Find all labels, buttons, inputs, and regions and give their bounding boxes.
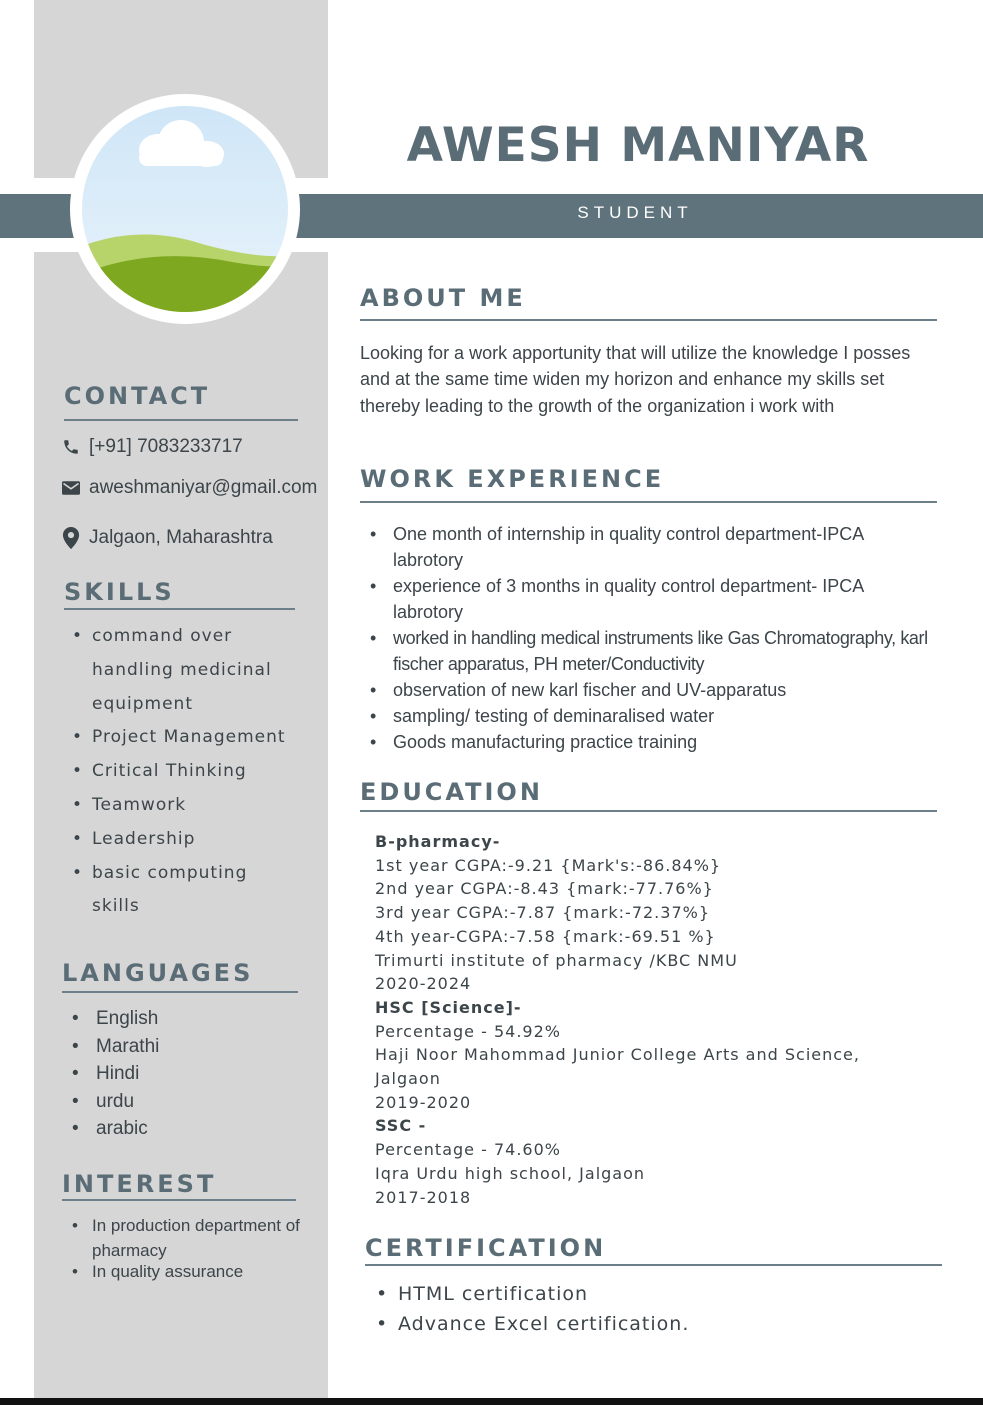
edu-ssc-institute: Iqra Urdu high school, Jalgaon bbox=[375, 1163, 646, 1183]
skill-item: • Critical Thinking bbox=[64, 755, 314, 789]
work-list bbox=[368, 521, 928, 755]
language-item: • English bbox=[66, 1005, 159, 1033]
language-item: • urdu bbox=[66, 1088, 159, 1116]
languages-heading: LANGUAGES bbox=[62, 959, 254, 987]
bottom-edge bbox=[0, 1398, 983, 1405]
location-pin-icon bbox=[62, 527, 80, 549]
languages-rule bbox=[62, 991, 298, 993]
contact-location bbox=[62, 527, 273, 549]
education-details bbox=[375, 830, 935, 1209]
language-item: • Marathi bbox=[66, 1033, 159, 1061]
languages-list bbox=[66, 1005, 159, 1143]
language-item: • arabic bbox=[66, 1115, 159, 1143]
about-rule bbox=[360, 319, 937, 321]
phone-icon bbox=[62, 438, 80, 456]
skill-item: • basic computing skills bbox=[64, 857, 252, 925]
email-icon bbox=[62, 481, 80, 495]
education-rule bbox=[360, 810, 937, 812]
contact-email bbox=[62, 477, 317, 499]
edu-hsc-years: 2019-2020 bbox=[375, 1092, 472, 1112]
phone-number: [+91] 7083233717 bbox=[89, 436, 243, 457]
edu-bpharm-year2: 2nd year CGPA:-8.43 {mark:-77.76%} bbox=[375, 879, 714, 899]
language-item: • Hindi bbox=[66, 1060, 159, 1088]
edu-ssc-percentage: Percentage - 74.60% bbox=[375, 1140, 561, 1160]
skill-item: • command over handling medicinal equipment bbox=[64, 620, 272, 721]
skills-list bbox=[64, 620, 314, 924]
about-text: Looking for a work apportunity that will utilize the knowledge I posses and at the same time widen my horizon and enhance my skills set thereby leading to the growth of the organization i work with bbox=[360, 343, 911, 416]
candidate-role: STUDENT bbox=[577, 203, 693, 222]
edu-ssc-years: 2017-2018 bbox=[375, 1187, 472, 1207]
work-rule bbox=[360, 501, 937, 503]
contact-phone bbox=[62, 436, 243, 458]
interest-heading: INTEREST bbox=[62, 1170, 217, 1198]
about-heading: ABOUT ME bbox=[360, 284, 526, 312]
edu-bpharm-years: 2020-2024 bbox=[375, 974, 472, 994]
email-address: aweshmaniyar@gmail.com bbox=[89, 477, 318, 498]
landscape-picture bbox=[82, 106, 288, 312]
work-item: • observation of new karl fischer and UV-apparatus bbox=[368, 677, 928, 703]
work-item: • One month of internship in quality control department-IPCA labrotory bbox=[368, 521, 928, 573]
contact-heading: CONTACT bbox=[64, 382, 211, 410]
edu-bpharm-year4: 4th year-CGPA:-7.58 {mark:-69.51 %} bbox=[375, 926, 716, 946]
certification-list bbox=[375, 1279, 689, 1339]
interest-item: • In quality assurance bbox=[70, 1263, 320, 1281]
edu-hsc-heading: HSC [Science]- bbox=[375, 997, 522, 1017]
skill-item: • Project Management bbox=[64, 721, 314, 755]
work-item: • worked in handling medical instruments like Gas Chromatography, karl fischer apparatus, PH meter/Conductivity bbox=[368, 625, 928, 677]
edu-bpharm-heading: B-pharmacy- bbox=[375, 832, 501, 851]
edu-bpharm-year1: 1st year CGPA:-9.21 {Mark's:-86.84%} bbox=[375, 855, 722, 875]
work-item: • Goods manufacturing practice training bbox=[368, 729, 928, 755]
edu-bpharm-institute: Trimurti institute of pharmacy /KBC NMU bbox=[375, 950, 738, 970]
edu-bpharm-year3: 3rd year CGPA:-7.87 {mark:-72.37%} bbox=[375, 903, 710, 923]
certification-item: • HTML certification bbox=[375, 1279, 689, 1309]
work-item: • sampling/ testing of deminaralised water bbox=[368, 703, 928, 729]
edu-ssc-heading: SSC - bbox=[375, 1116, 427, 1136]
skills-rule bbox=[64, 608, 295, 610]
education-heading: EDUCATION bbox=[360, 778, 543, 806]
interest-rule bbox=[62, 1199, 296, 1201]
interest-item: • In production department of pharmacy bbox=[70, 1213, 302, 1263]
work-heading: WORK EXPERIENCE bbox=[360, 465, 665, 493]
skills-heading: SKILLS bbox=[64, 578, 175, 606]
work-item: • experience of 3 months in quality control department- IPCA labrotory bbox=[368, 573, 928, 625]
certification-rule bbox=[365, 1264, 942, 1266]
edu-hsc-institute: Haji Noor Mahommad Junior College Arts and Science, Jalgaon bbox=[375, 1045, 860, 1089]
location-text: Jalgaon, Maharashtra bbox=[89, 527, 273, 548]
interest-list bbox=[70, 1213, 320, 1281]
certification-heading: CERTIFICATION bbox=[365, 1234, 607, 1262]
certification-item: • Advance Excel certification. bbox=[375, 1309, 689, 1339]
contact-rule bbox=[64, 419, 298, 421]
skill-item: • Leadership bbox=[64, 823, 314, 857]
skill-item: • Teamwork bbox=[64, 789, 314, 823]
candidate-name: AWESH MANIYAR bbox=[406, 118, 870, 173]
edu-hsc-percentage: Percentage - 54.92% bbox=[375, 1021, 561, 1041]
avatar bbox=[82, 106, 288, 312]
